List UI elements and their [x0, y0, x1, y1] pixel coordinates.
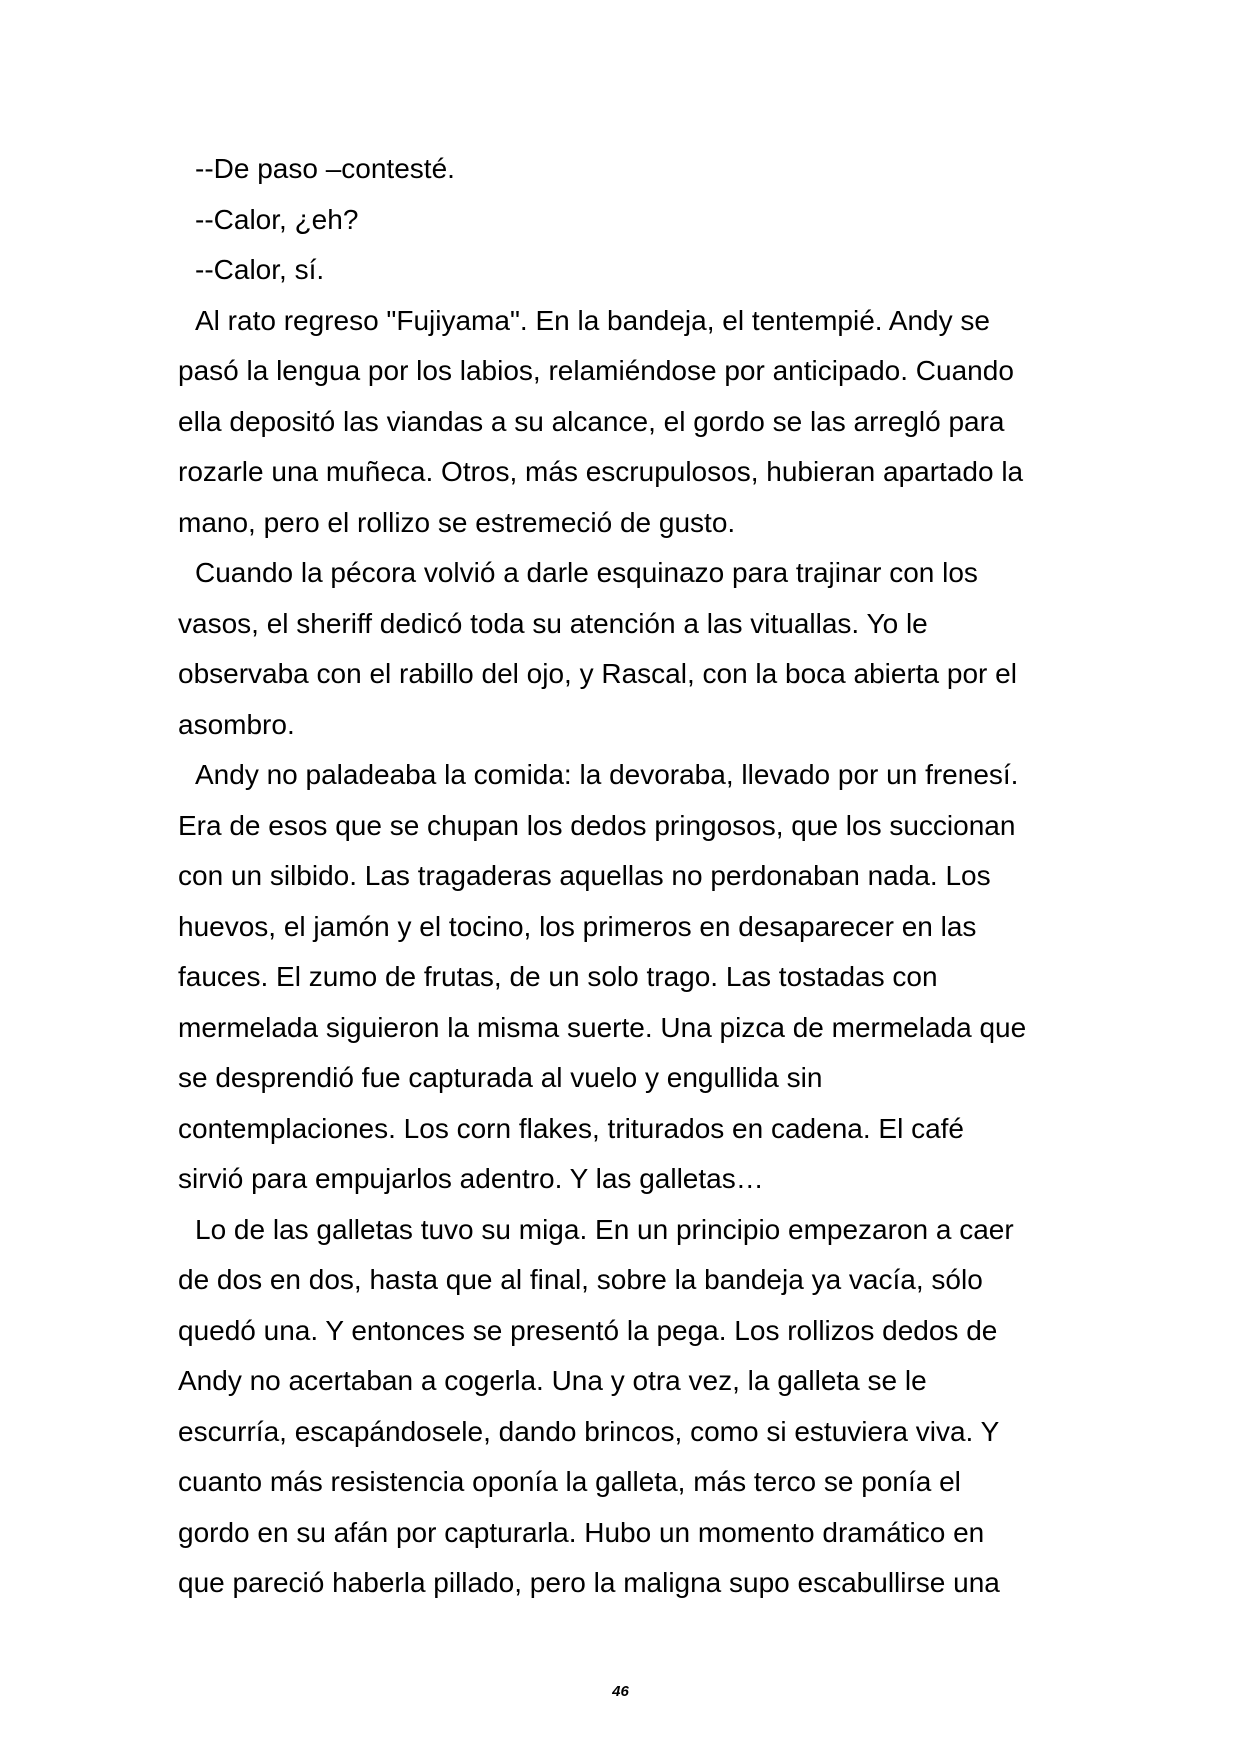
- text-line: Al rato regreso "Fujiyama". En la bandeja, el tentempié. Andy se: [195, 304, 990, 336]
- text-line: de dos en dos, hasta que al final, sobre la bandeja ya vacía, sólo: [178, 1264, 983, 1295]
- text-line: gordo en su afán por capturarla. Hubo un momento dramático en: [178, 1516, 985, 1548]
- text-line: Cuando la pécora volvió a darle esquinazo para trajinar con los: [195, 557, 978, 588]
- text-line: asombro.: [178, 708, 295, 740]
- text-line: ella depositó las viandas a su alcance, el gordo se las arregló para: [178, 405, 1005, 437]
- text-line: vasos, el sheriff dedicó toda su atención a las vituallas. Yo le: [178, 607, 928, 639]
- text-line: Andy no paladeaba la comida: la devoraba, llevado por un frenesí.: [195, 759, 1019, 790]
- text-line: Lo de las galletas tuvo su miga. En un principio empezaron a caer: [195, 1213, 1014, 1245]
- text-line: quedó una. Y entonces se presentó la pega. Los rollizos dedos de: [178, 1314, 998, 1346]
- text-line: se desprendió fue capturada al vuelo y engullida sin: [178, 1062, 823, 1093]
- text-line: observaba con el rabillo del ojo, y Rascal, con la boca abierta por el: [178, 658, 1017, 689]
- text-line: Era de esos que se chupan los dedos pringosos, que los succionan: [178, 809, 1016, 841]
- text-line: fauces. El zumo de frutas, de un solo trago. Las tostadas con: [178, 961, 938, 992]
- text-line: --De paso –contesté.: [195, 153, 455, 184]
- text-line: Andy no acertaban a cogerla. Una y otra vez, la galleta se le: [178, 1365, 927, 1396]
- text-line: mermelada siguieron la misma suerte. Una pizca de mermelada que: [178, 1011, 1027, 1043]
- text-line: mano, pero el rollizo se estremeció de gusto.: [178, 506, 736, 538]
- text-line: --Calor, ¿eh?: [195, 203, 359, 235]
- text-line: cuanto más resistencia oponía la galleta, más terco se ponía el: [178, 1466, 961, 1497]
- text-line: contemplaciones. Los corn flakes, triturados en cadena. El café: [178, 1112, 964, 1144]
- text-line: huevos, el jamón y el tocino, los primeros en desaparecer en las: [178, 910, 977, 942]
- text-line: rozarle una muñeca. Otros, más escrupulosos, hubieran apartado la: [178, 456, 1024, 487]
- page-body: [178, 144, 1078, 1609]
- text-line: --Calor, sí.: [195, 254, 325, 285]
- text-line: escurría, escapándosele, dando brincos, como si estuviera viva. Y: [178, 1415, 1000, 1447]
- page-number: 46: [612, 1683, 629, 1700]
- text-line: que pareció haberla pillado, pero la maligna supo escabullirse una: [178, 1567, 1000, 1598]
- text-line: con un silbido. Las tragaderas aquellas no perdonaban nada. Los: [178, 860, 991, 891]
- text-line: pasó la lengua por los labios, relamiéndose por anticipado. Cuando: [178, 355, 1014, 386]
- text-line: sirvió para empujarlos adentro. Y las galletas…: [178, 1163, 764, 1194]
